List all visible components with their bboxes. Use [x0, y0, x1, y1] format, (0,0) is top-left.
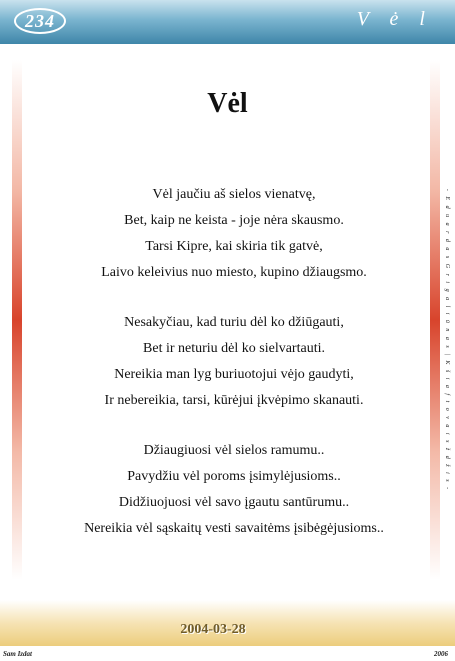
poem-line: Nereikia man lyg buriuotojui vėjo gaudyti,	[114, 367, 354, 382]
poem-line: Ir nebereikia, tarsi, kūrėjui įkvėpimo skanauti.	[104, 393, 364, 408]
poem-line: Bet, kaip ne keista - joje nėra skausmo.	[124, 213, 344, 228]
footer-year: 2006	[434, 650, 448, 658]
poem-body	[0, 182, 455, 566]
poem-line: Vėl jaučiu aš sielos vienatvę,	[152, 187, 316, 202]
stanza	[0, 438, 455, 542]
poem-line: Tarsi Kipre, kai skiria tik gatvė,	[145, 239, 323, 254]
poem-title: Vėl	[207, 88, 248, 119]
footer-publisher: Sam Izdat	[3, 650, 32, 658]
poem-line: Džiaugiuosi vėl sielos ramumu..	[143, 443, 325, 458]
vertical-side-caption: - E d u a r d a s G r i g a l i ū n a s | K š i a f t o v a i s ž d ž i s -	[444, 188, 450, 492]
poem-line: Laivo keleivius nuo miesto, kupino džiaugsmo.	[101, 265, 367, 280]
poem-line: Nesakyčiau, kad turiu dėl ko džiūgauti,	[124, 315, 344, 330]
poem-line: Pavydžiu vėl poroms įsimylėjusioms..	[127, 469, 341, 484]
poem-date: 2004-03-28	[180, 622, 246, 637]
header-bar	[0, 0, 455, 44]
stanza	[0, 310, 455, 414]
poem-line: Nereikia vėl sąskaitų vesti savaitėms įsibėgėjusioms..	[84, 521, 384, 536]
stanza	[0, 182, 455, 286]
poem-line: Didžiuojuosi vėl savo įgautu santūrumu..	[118, 495, 350, 510]
page-number-badge: 234	[14, 8, 66, 34]
header-title: V ė l	[356, 8, 433, 30]
poem-line: Bet ir neturiu dėl ko sielvartauti.	[143, 341, 325, 356]
